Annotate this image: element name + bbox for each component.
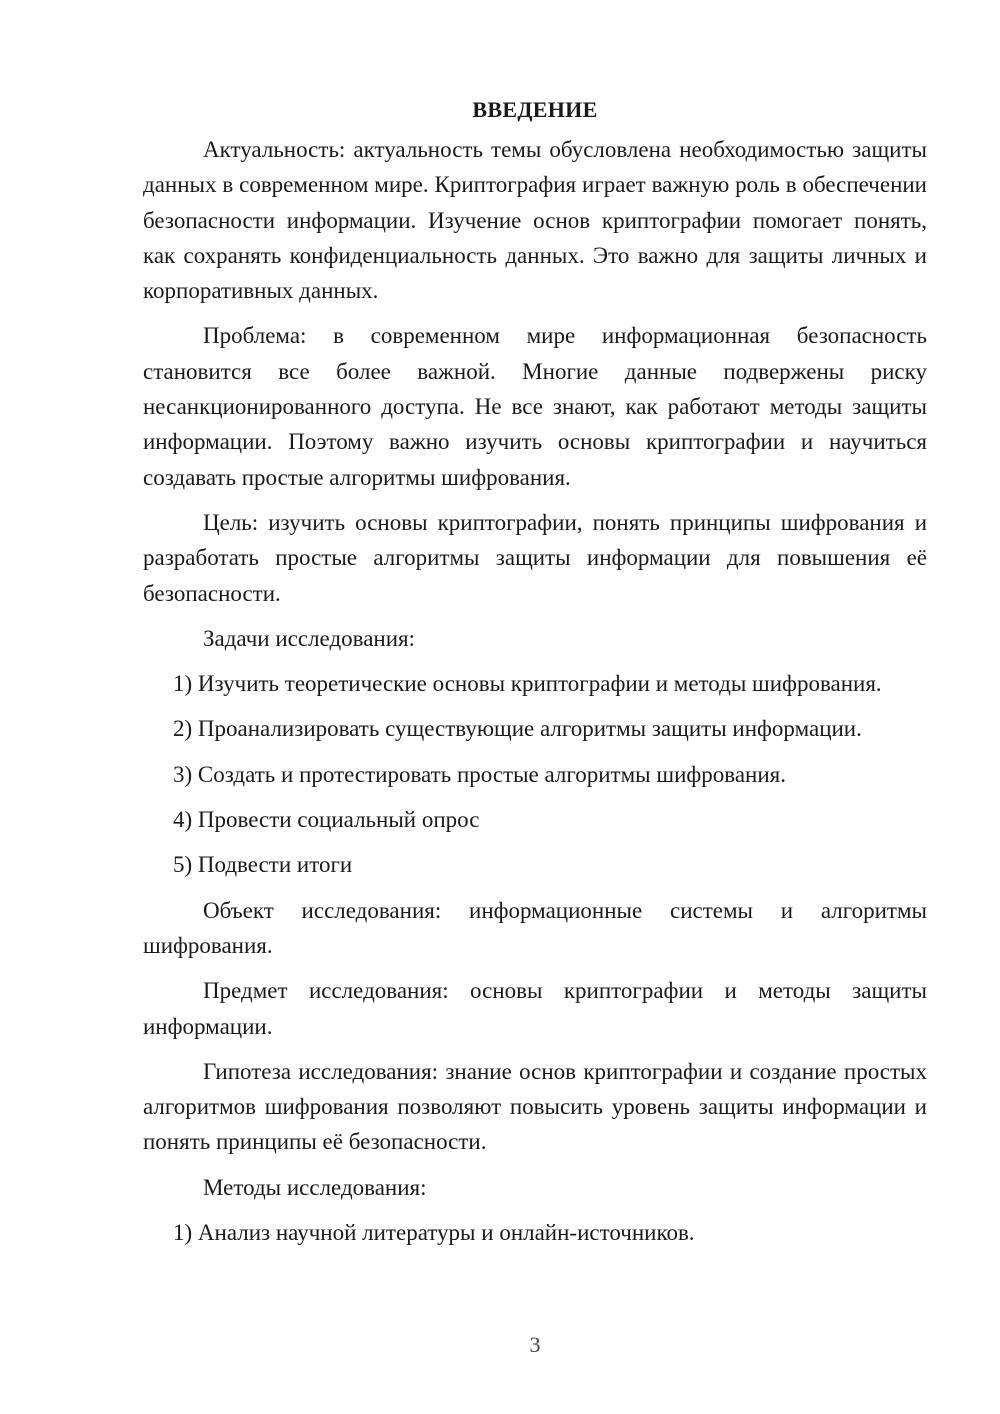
list-item-task-5: 5) Подвести итоги xyxy=(173,852,353,878)
paragraph-problem: Проблема: в современном мире информационная безопасность становится все более важной. Многие данные подвержены риску несанкционированного доступа. Не все знают, как работают методы защиты информации. Поэтому важно изучить основы криптографии и научиться создавать простые алгоритмы шифрования. xyxy=(143,323,927,490)
section-heading: ВВЕДЕНИЕ xyxy=(472,97,598,122)
list-item-task-2: 2) Проанализировать существующие алгоритмы защиты информации. xyxy=(173,716,862,742)
list-item-task-1: 1) Изучить теоретические основы криптографии и методы шифрования. xyxy=(173,671,882,697)
paragraph-tasks-title: Задачи исследования: xyxy=(203,625,416,651)
paragraph-relevance: Актуальность: актуальность темы обусловлена необходимостью защиты данных в современном мире. Криптография играет важную роль в обеспечении безопасности информации. Изучение основ криптографии помогает понять, как сохранять конфиденциальность данных. Это важно для защиты личных и корпоративных данных. xyxy=(143,137,927,304)
paragraph-goal: Цель: изучить основы криптографии, понять принципы шифрования и разработать простые алгоритмы защиты информации для повышения её безопасности. xyxy=(143,509,927,606)
paragraph-methods-title: Методы исследования: xyxy=(203,1174,427,1200)
page-number: 3 xyxy=(529,1332,541,1357)
paragraph-subject: Предмет исследования: основы криптографии и методы защиты информации. xyxy=(143,978,927,1039)
paragraph-object: Объект исследования: информационные системы и алгоритмы шифрования. xyxy=(143,897,927,958)
list-item-task-4: 4) Провести социальный опрос xyxy=(173,807,480,833)
paragraph-hypothesis: Гипотеза исследования: знание основ криптографии и создание простых алгоритмов шифрования позволяют повысить уровень защиты информации и понять принципы её безопасности. xyxy=(143,1058,927,1155)
list-item-method-1: 1) Анализ научной литературы и онлайн-источников. xyxy=(173,1220,695,1246)
page-content xyxy=(143,92,927,1250)
list-item-task-3: 3) Создать и протестировать простые алгоритмы шифрования. xyxy=(173,761,787,787)
